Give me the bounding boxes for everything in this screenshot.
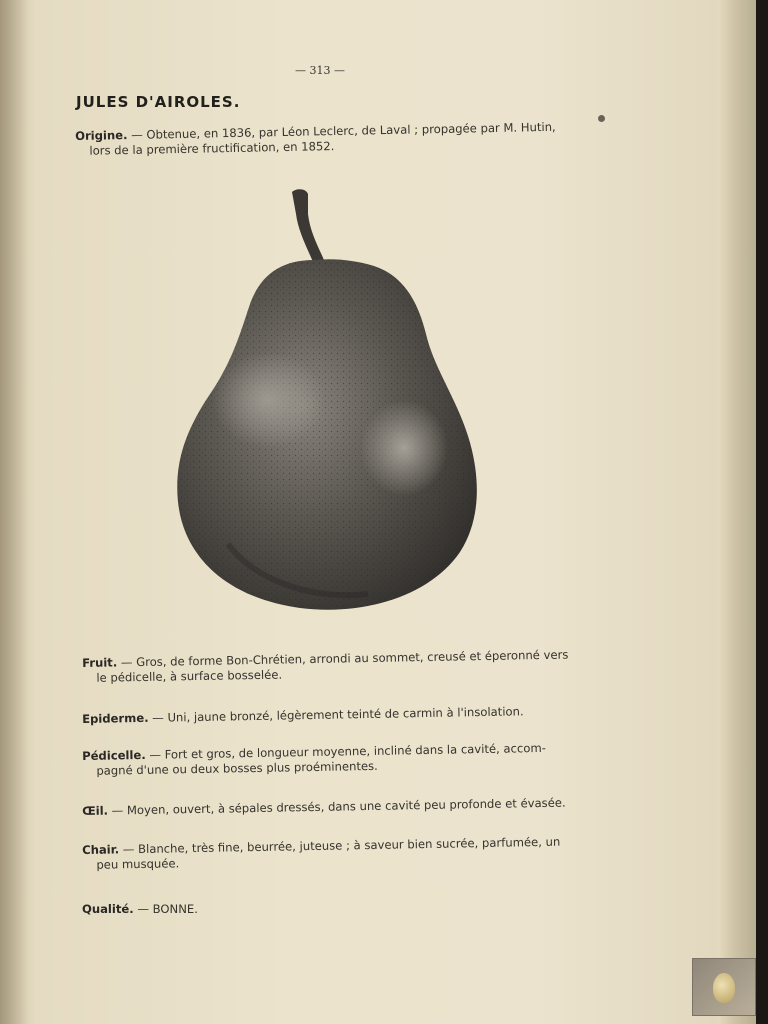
ink-speck [598, 115, 605, 122]
oeil-paragraph [82, 795, 582, 819]
qualite-paragraph [82, 902, 582, 917]
gutter-shadow [0, 0, 28, 1024]
pear-icon [713, 973, 735, 1003]
chair-term: Chair. [82, 842, 120, 857]
epiderme-line-1: — Uni, jaune bronzé, légèrement teinté de carmin à l'insolation. [148, 704, 524, 725]
pedicelle-line-1: — Fort et gros, de longueur moyenne, incliné dans la cavité, accom- [145, 740, 547, 762]
chair-line-2: peu musquée. [96, 856, 180, 872]
pedicelle-line-2: pagné d'une ou deux bosses plus proéminentes. [96, 758, 378, 778]
pedicelle-term: Pédicelle. [82, 747, 146, 763]
fruit-term: Fruit. [82, 655, 118, 670]
pear-illustration [168, 184, 484, 616]
chair-paragraph [82, 834, 582, 873]
page-title: JULES D'AIROLES. [76, 93, 241, 111]
pear-stem [292, 189, 324, 264]
origin-line-1: — Obtenue, en 1836, par Léon Leclerc, de Laval ; propagée par M. Hutin, [127, 119, 556, 142]
fruit-line-2: le pédicelle, à surface bosselée. [96, 667, 283, 685]
pedicelle-paragraph [82, 740, 582, 779]
chair-line-1: — Blanche, très fine, beurrée, juteuse ; à saveur bien sucrée, parfumée, un [119, 834, 561, 857]
oeil-line-1: — Moyen, ouvert, à sépales dressés, dans une cavité peu profonde et évasée. [107, 795, 566, 818]
qualite-line-1: — BONNE. [133, 902, 198, 916]
oeil-term: Œil. [82, 803, 109, 818]
origin-paragraph [75, 119, 575, 159]
epiderme-paragraph [82, 703, 582, 727]
origin-term: Origine. [75, 127, 128, 143]
origin-line-2: lors de la première fructification, en 1852. [89, 139, 335, 158]
fruit-line-1: — Gros, de forme Bon-Chrétien, arrondi au sommet, creusé et éperonné vers [117, 647, 569, 670]
qualite-term: Qualité. [82, 902, 134, 916]
photo-thumbnail [692, 958, 756, 1016]
page-number: — 313 — [295, 64, 345, 77]
fruit-paragraph [82, 647, 582, 686]
epiderme-term: Epiderme. [82, 710, 149, 726]
